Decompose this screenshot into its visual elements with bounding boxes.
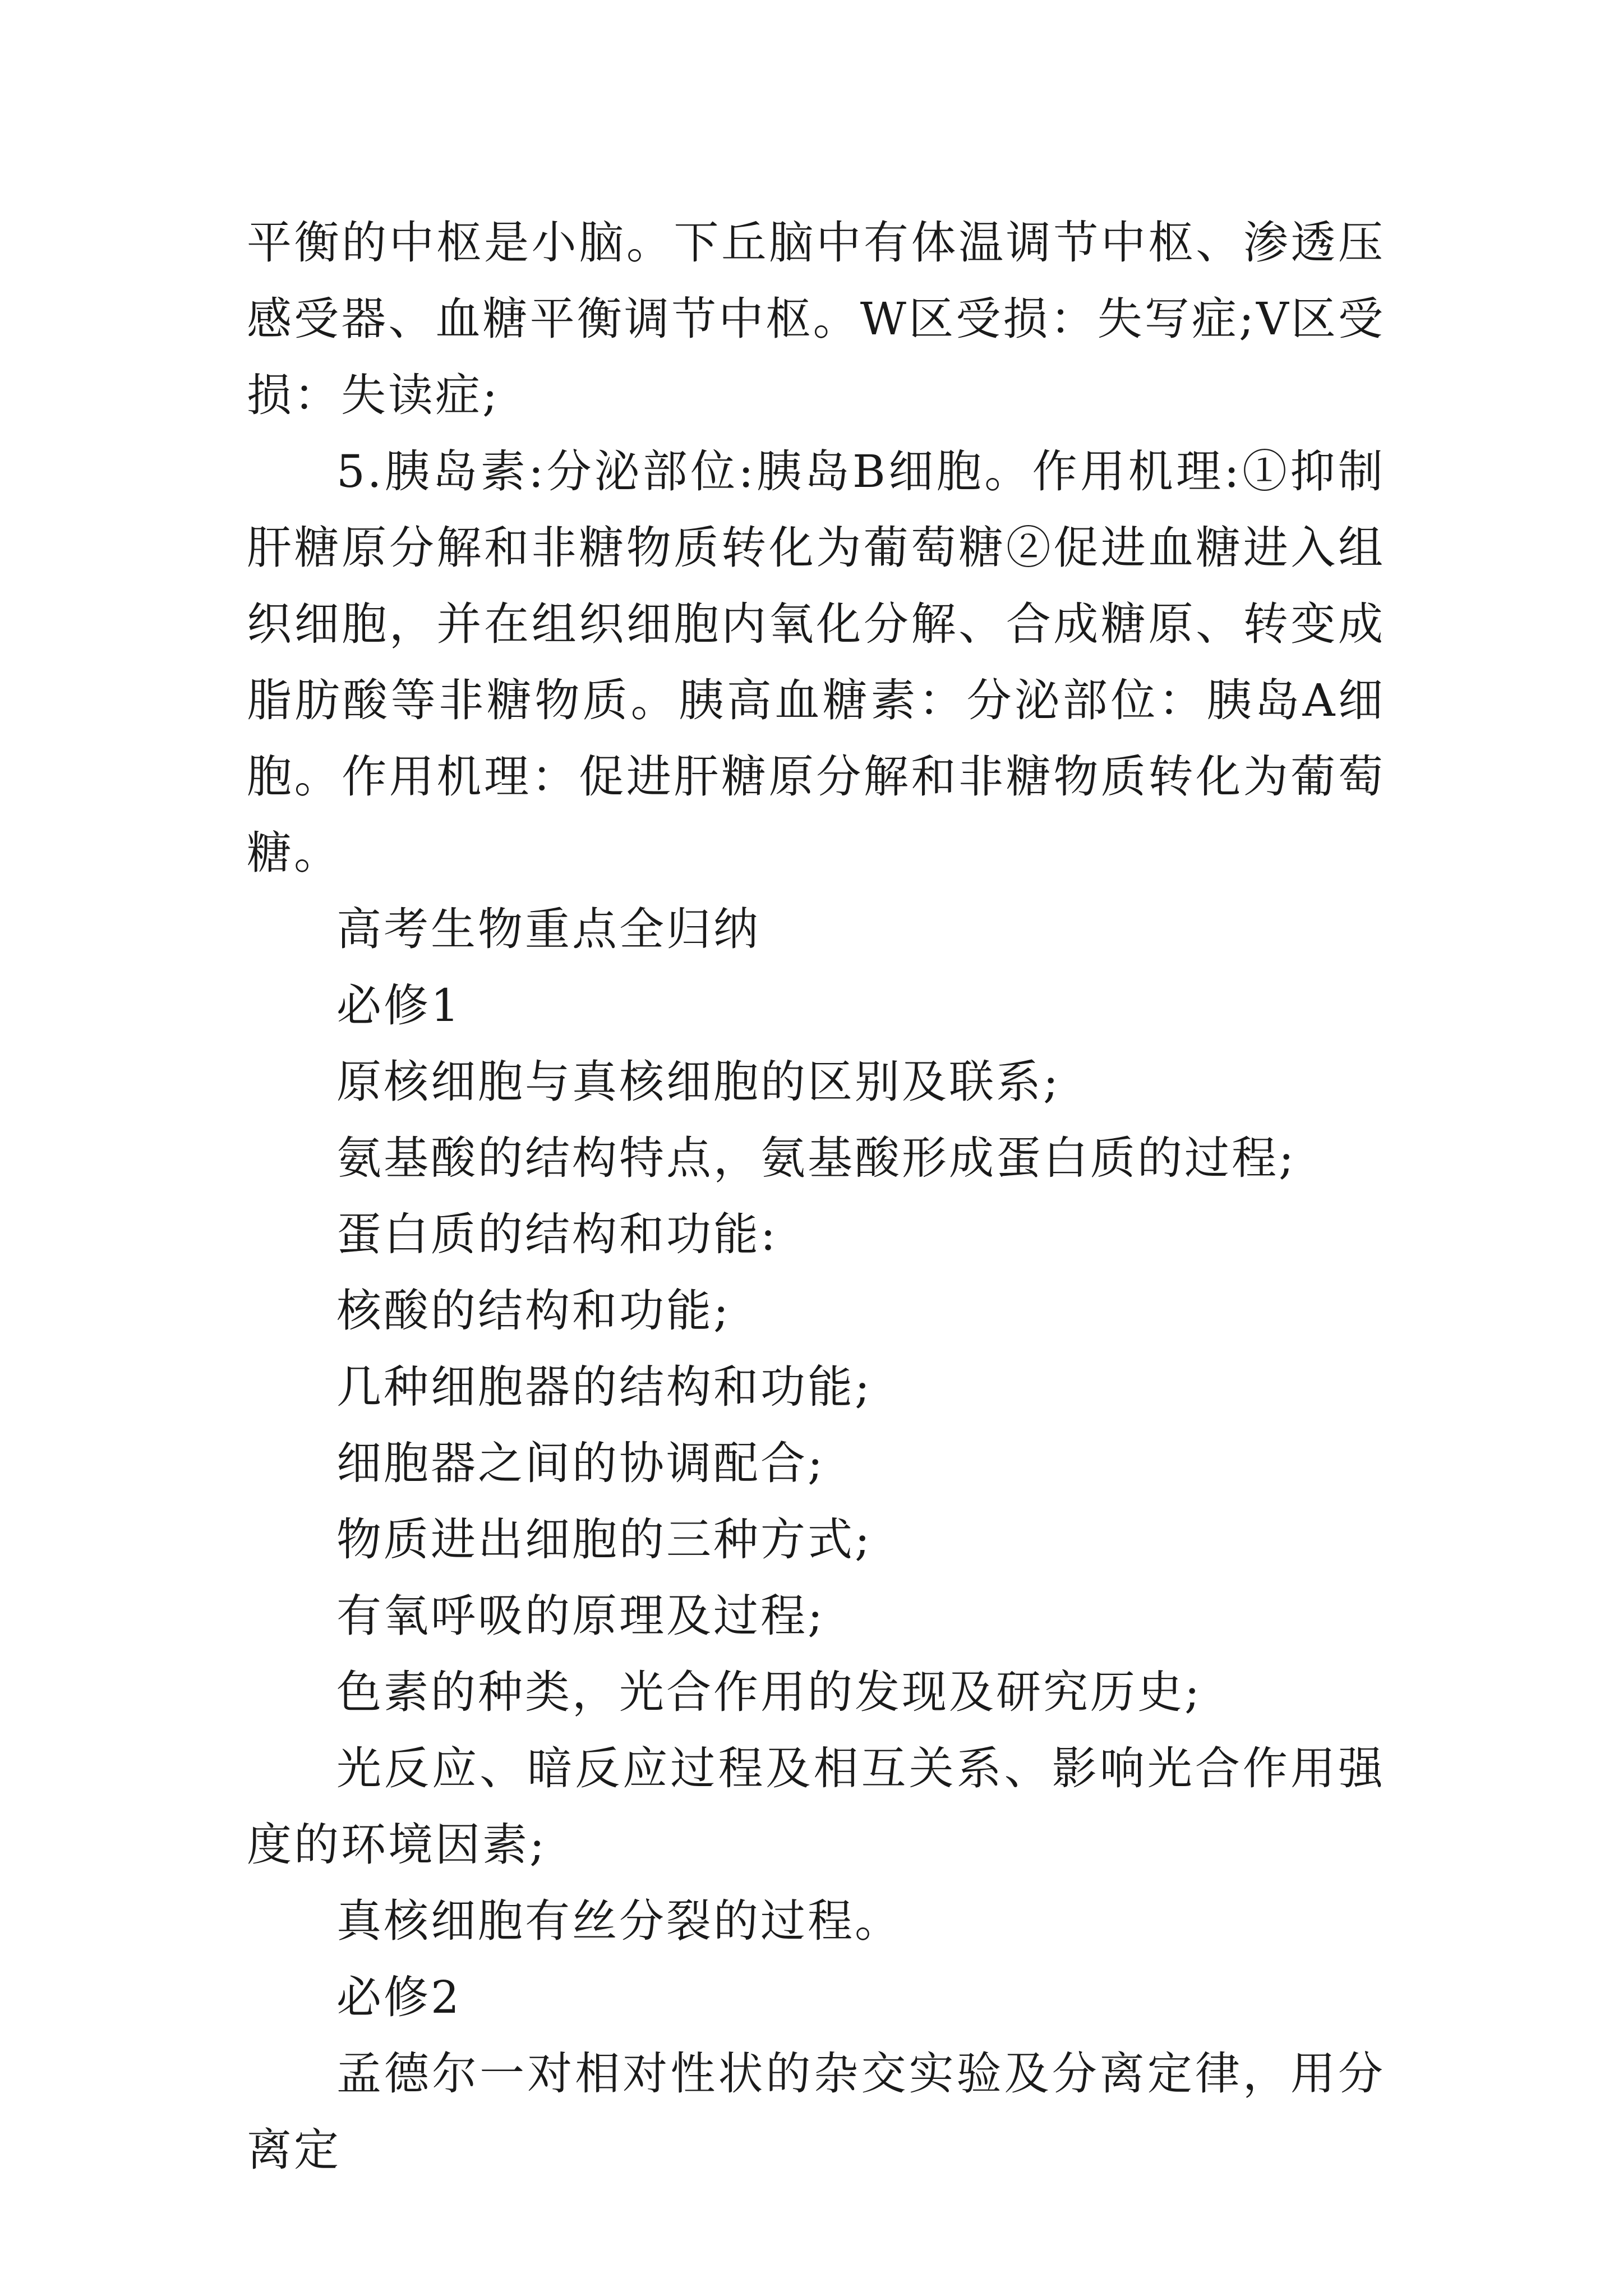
- list-item: 氨基酸的结构特点，氨基酸形成蛋白质的过程;: [336, 1132, 1296, 1184]
- list-item: 细胞器之间的协调配合;: [336, 1437, 825, 1489]
- list-item: 几种细胞器的结构和功能;: [336, 1361, 872, 1413]
- document-body: [247, 205, 1385, 2188]
- list-item: 色素的种类，光合作用的发现及研究历史;: [336, 1666, 1202, 1718]
- list-item: 光反应、暗反应过程及相互关系、影响光合作用强度的环境因素;: [247, 1742, 1385, 1871]
- list-item: 蛋白质的结构和功能:: [336, 1208, 778, 1260]
- list-item: 核酸的结构和功能;: [336, 1285, 731, 1337]
- list-item: 有氧呼吸的原理及过程;: [336, 1590, 825, 1642]
- list-item: 真核细胞有丝分裂的过程。: [336, 1895, 902, 1947]
- section-heading: 高考生物重点全归纳: [336, 903, 760, 955]
- subsection-heading-required-1: 必修1: [336, 979, 462, 1032]
- paragraph-insulin-glucagon: 5.胰岛素:分泌部位:胰岛B细胞。作用机理:①抑制肝糖原分解和非糖物质转化为葡萄糖②促进血糖进入组织细胞，并在组织细胞内氧化分解、合成糖原、转变成脂肪酸等非糖物质。胰高血糖素：分泌部位：胰岛A细胞。作用机理：促进肝糖原分解和非糖物质转化为葡萄糖。: [247, 445, 1385, 879]
- list-item: 原核细胞与真核细胞的区别及联系;: [336, 1056, 1061, 1108]
- list-item: 孟德尔一对相对性状的杂交实验及分离定律，用分离定: [247, 2047, 1385, 2176]
- subsection-heading-required-2: 必修2: [336, 1971, 462, 2023]
- list-item: 物质进出细胞的三种方式;: [336, 1513, 872, 1566]
- paragraph-brain-centers: 平衡的中枢是小脑。下丘脑中有体温调节中枢、渗透压感受器、血糖平衡调节中枢。W区受损：失写症;V区受损：失读症;: [247, 217, 1385, 421]
